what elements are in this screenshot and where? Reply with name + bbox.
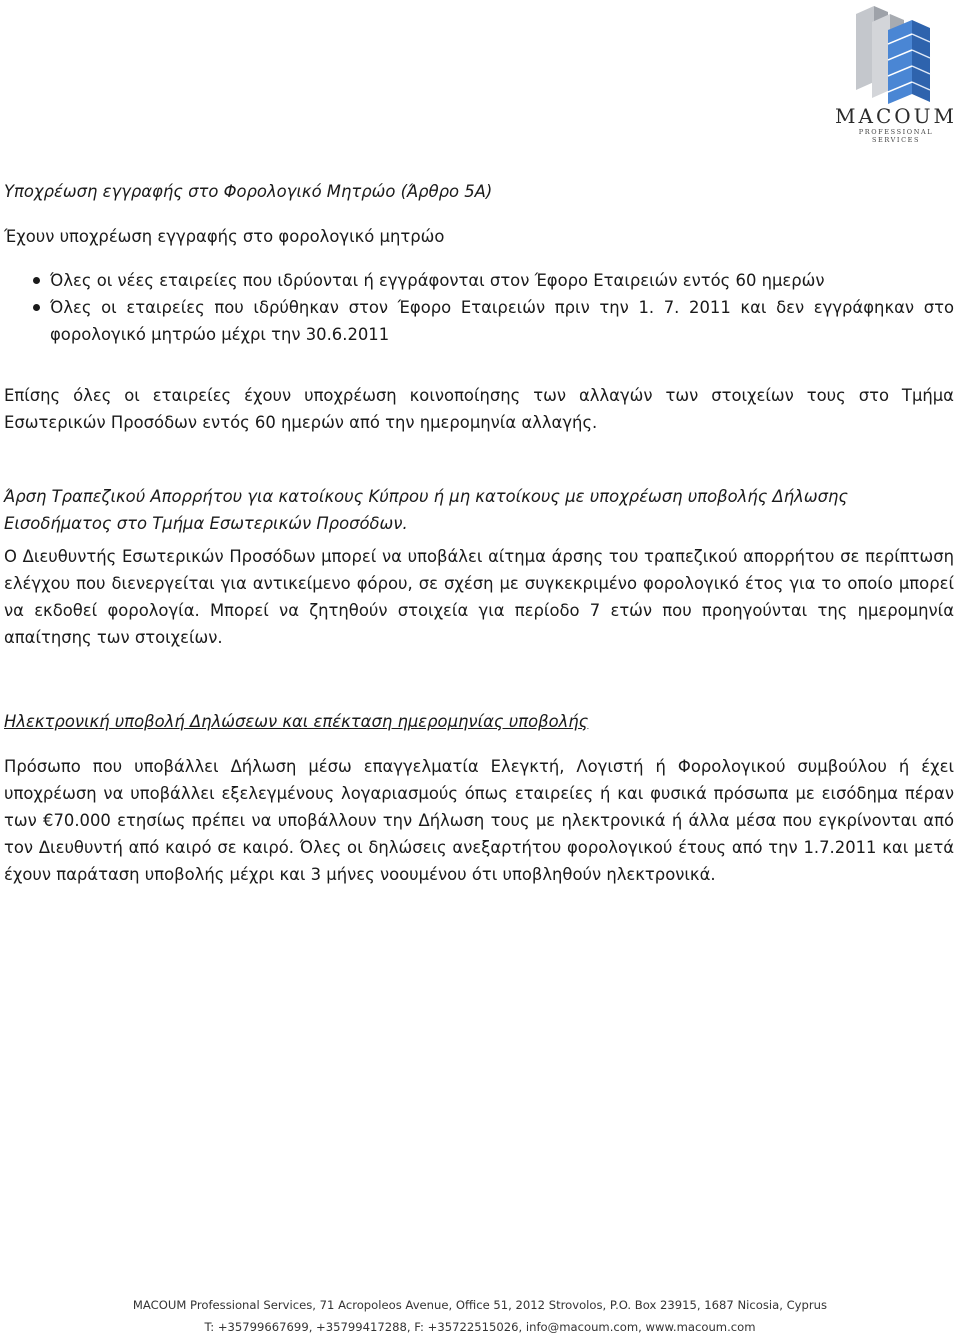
tax-register-list	[4, 267, 954, 348]
footer-address: MACOUM Professional Services, 71 Acropoleos Avenue, Office 51, 2012 Strovolos, P.O. Box 23915, 1687 Nicosia, Cyprus	[132, 1298, 828, 1312]
bullet-icon	[33, 304, 40, 311]
footer-contact: T: +35799667699, +35799417288, F: +35722515026, info@macoum.com, www.macoum.com	[204, 1320, 756, 1334]
change-notification-paragraph: Επίσης όλες οι εταιρείες έχουν υποχρέωση κοινοποίησης των αλλαγών των στοιχείων τους στο Τμήμα Εσωτερικών Προσόδων εντός 60 ημερών από την ημερομηνία αλλαγής.	[4, 386, 954, 432]
section-title-tax-register: Υποχρέωση εγγραφής στο Φορολογικό Μητρώο (Άρθρο 5Α)	[4, 182, 493, 201]
section-title-electronic-filing: Ηλεκτρονική υποβολή Δηλώσεων και επέκταση ημερομηνίας υποβολής	[4, 712, 589, 731]
list-item: Όλες οι εταιρείες που ιδρύθηκαν στον Έφορο Εταιρειών πριν την 1. 7. 2011 και δεν εγγράφηκαν στο φορολογικό μητρώο μέχρι την 30.6.2011	[4, 294, 954, 348]
electronic-filing-paragraph: Πρόσωπο που υποβάλλει Δήλωση μέσω επαγγελματία Ελεγκτή, Λογιστή ή Φορολογικού συμβούλου ή έχει υποχρέωση να υποβάλλει εξελεγμένους λογαριασμούς όπως εταιρείες ή και φυσικά πρόσωπα με εισόδημα πέραν των €70.000 ετησίως πρέπει να υποβάλλουν την Δήλωση τους με ηλεκτρονικά ή άλλα μέσα που εγκρίνονται από τον Διευθυντή από καιρό σε καιρό. Όλες οι δηλώσεις ανεξαρτήτου φορολογικού έτους από την 1.7.2011 και μετά έχουν παράταση υποβολής μέχρι και 3 μήνες νοουμένου ότι υποβληθούν ηλεκτρονικά.	[4, 757, 954, 884]
document-body	[4, 178, 954, 888]
logo-wordmark: MACOUM	[835, 104, 957, 128]
logo-emblem	[826, 4, 958, 104]
bank-secrecy-paragraph: Ο Διευθυντής Εσωτερικών Προσόδων μπορεί να υποβάλει αίτημα άρσης του τραπεζικού απορρήτου σε περίπτωση ελέγχου που διενεργείται για αντικείμενο φόρου, σε σχέση με συγκεκριμένο φορολογικό έτος για το οποίο μπορεί να εκδοθεί φορολογία. Μπορεί να ζητηθούν στοιχεία για περίοδο 7 ετών που προηγούνται της ημερομηνία απαίτησης των στοιχείων.	[4, 547, 954, 647]
logo-tagline: PROFESSIONAL SERVICES	[858, 128, 934, 144]
section-title-bank-secrecy: Άρση Τραπεζικού Απορρήτου για κατοίκους Κύπρου ή μη κατοίκους με υποχρέωση υποβολής Δήλωσης Εισοδήματος στο Τμήμα Εσωτερικών Προσόδων.	[4, 487, 848, 533]
list-item: Όλες οι νέες εταιρείες που ιδρύονται ή εγγράφονται στον Έφορο Εταιρειών εντός 60 ημερών	[4, 267, 954, 294]
bullet-icon	[33, 277, 40, 284]
logo-block-front	[888, 20, 930, 104]
tax-register-intro: Έχουν υποχρέωση εγγραφής στο φορολογικό μητρώο	[4, 227, 445, 246]
